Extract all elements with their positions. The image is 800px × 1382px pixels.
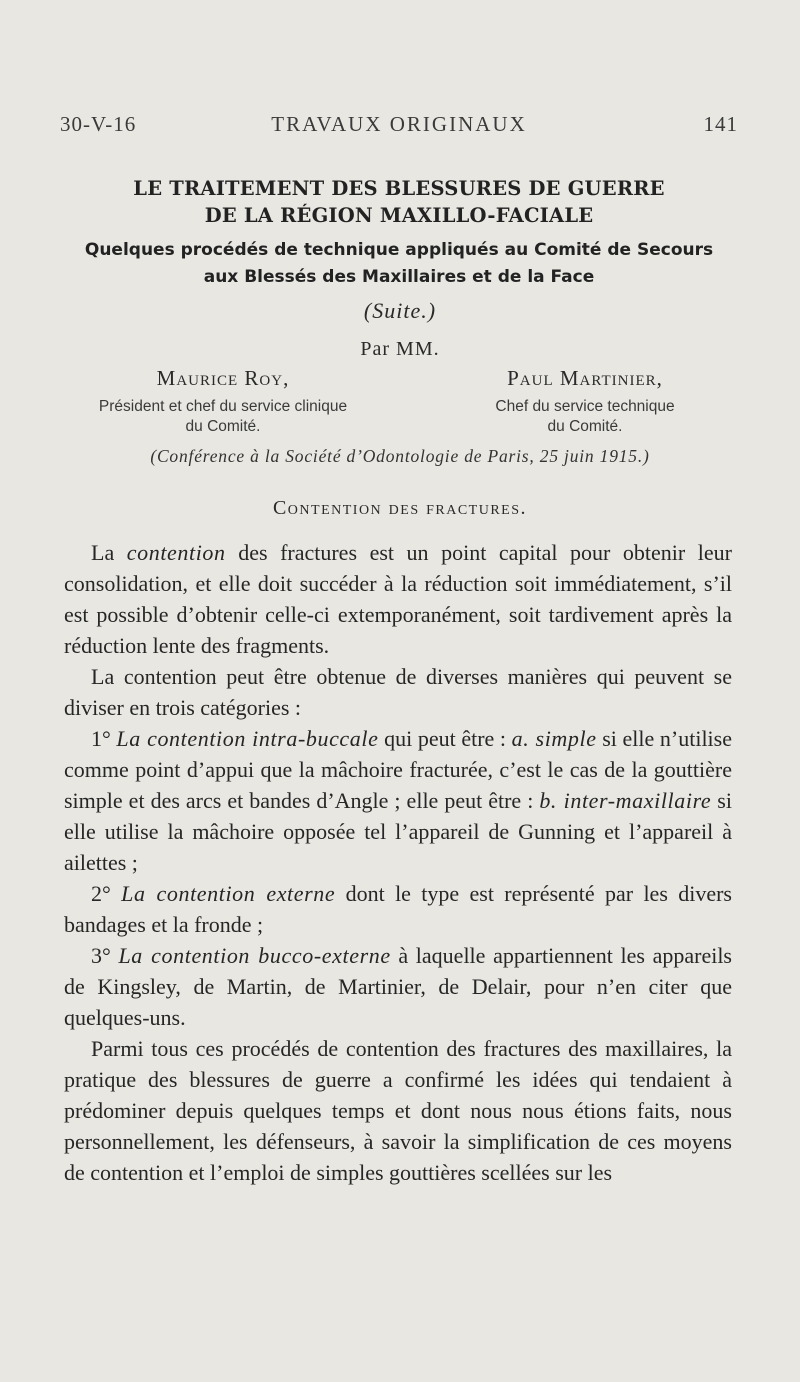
section-heading: Contention des fractures. <box>272 497 528 519</box>
article-subtitle-line-2: aux Blessés des Maxillaires et de la Face <box>203 267 595 287</box>
author-name: Paul Martinier, <box>507 366 663 390</box>
author-role: Chef du service technique <box>495 398 675 415</box>
author-role: Président et chef du service clinique <box>98 398 348 415</box>
article-title-line-1: LE TRAITEMENT DES BLESSURES DE GUERRE <box>133 177 665 200</box>
article-subtitle-line-1: Quelques procédés de technique appliqués au Comité de Secours <box>84 240 714 260</box>
body-text <box>64 537 732 1188</box>
paragraph: 2° La contention externe dont le type est représenté par les divers bandages et la fronde ; <box>64 881 732 937</box>
author-role-cont: du Comité. <box>185 418 261 435</box>
par-label: Par MM. <box>360 338 440 360</box>
author-block-martinier <box>420 366 750 437</box>
page-number: 141 <box>703 112 738 136</box>
header-date: 30-V-16 <box>60 112 137 136</box>
author-role-cont: du Comité. <box>547 418 623 435</box>
article-title-line-2: DE LA RÉGION MAXILLO-FACIALE <box>204 204 594 227</box>
author-block-roy <box>58 366 388 437</box>
conference-note: (Conférence à la Société d’Odontologie de Paris, 25 juin 1915.) <box>150 446 650 466</box>
author-name: Maurice Roy, <box>156 366 290 390</box>
paragraph: La contention des fractures est un point capital pour obtenir leur consolidation, et elle doit succéder à la réduction soit immédiatement, s’il est possible d’obtenir celle-ci extemporanément, soit tardivement après la réduction lente des fragments. <box>64 540 733 658</box>
header-section: TRAVAUX ORIGINAUX <box>271 112 527 136</box>
suite-label: (Suite.) <box>363 298 437 323</box>
paragraph: La contention peut être obtenue de diverses manières qui peuvent se diviser en trois catégories : <box>64 664 732 720</box>
paragraph: Parmi tous ces procédés de contention des fractures des maxillaires, la pratique des blessures de guerre a confirmé les idées qui tendaient à prédominer depuis quelques temps et dont nous nous étions faits, nous personnellement, les défenseurs, à savoir la simplification de ces moyens de contention et l’emploi de simples gouttières scellées sur les <box>64 1036 732 1185</box>
paragraph: 1° La contention intra-buccale qui peut être : a. simple si elle n’utilise comme point d’appui que la mâchoire fracturée, c’est le cas de la gouttière simple et des arcs et bandes d’Angle ; elle peut être : b. inter-maxillaire si elle utilise la mâchoire opposée tel l’appareil de Gunning et l’appareil à ailettes ; <box>64 726 732 875</box>
paragraph: 3° La contention bucco-externe à laquelle appartiennent les appareils de Kingsley, de Martin, de Martinier, de Delair, pour n’en citer que quelques-uns. <box>64 943 732 1030</box>
